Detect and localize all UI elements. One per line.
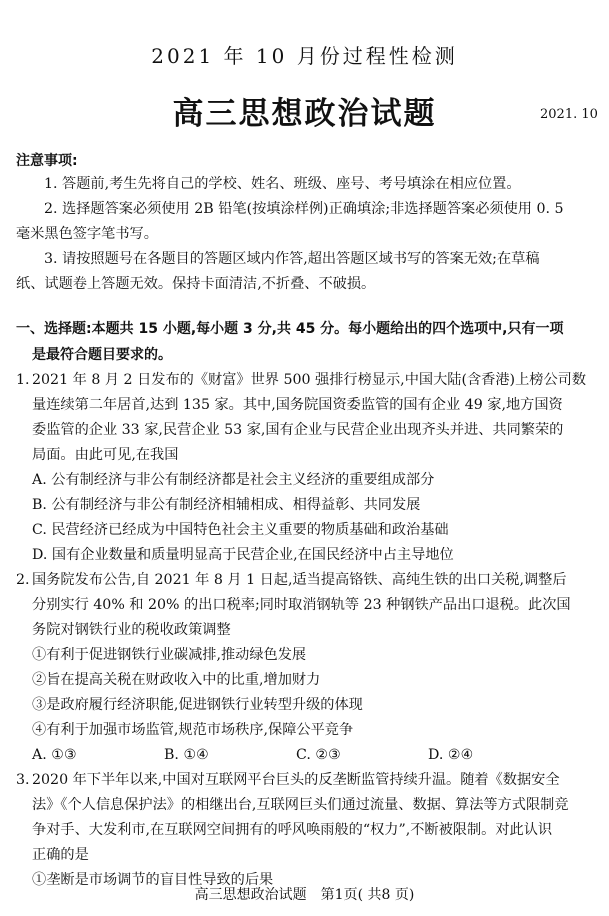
option-b: B. 公有制经济与非公有制经济相辅相成、相得益彰、共同发展 xyxy=(32,497,421,513)
option-a: A. ①③ xyxy=(32,747,77,763)
question-3-line-2: 法》《个人信息保护法》的相继出台,互联网巨头们通过流量、数据、算法等方式限制竞 xyxy=(32,797,569,813)
question-1-line-2: 量连续第二年居首,达到 135 家。其中,国务院国资委监管的国有企业 49 家,地方国资 xyxy=(32,397,563,413)
notice-item-3-cont: 纸、试题卷上答题无效。保持卡面清洁,不折叠、不破损。 xyxy=(16,276,376,292)
notice-section xyxy=(16,172,594,297)
section-heading xyxy=(16,316,594,368)
section-heading-line-2: 是最符合题目要求的。 xyxy=(32,347,172,363)
question-1-line-4: 局面。由此可见,在我国 xyxy=(32,447,179,463)
option-d: D. ②④ xyxy=(428,747,474,763)
option-d: D. 国有企业数量和质量明显高于民营企业,在国民经济中占主导地位 xyxy=(32,547,454,563)
question-2-line-1: 国务院发布公告,自 2021 年 8 月 1 日起,适当提高铬铁、高纯生铁的出口关税,调整后 xyxy=(32,572,567,588)
section-heading-line-1: 一、选择题:本题共 15 小题,每小题 3 分,共 45 分。每小题给出的四个选项中,只有一项 xyxy=(16,321,564,337)
exam-header: 2021 年 10 月份过程性检测 xyxy=(151,44,458,68)
option-b: B. ①④ xyxy=(164,747,209,763)
question-3-line-3: 争对手、大发利市,在互联网空间拥有的呼风唤雨般的“权力”,不断被限制。对此认识 xyxy=(32,822,553,838)
page-title: 高三思想政治试题 xyxy=(172,96,437,132)
question-number: 1. xyxy=(16,372,30,388)
question-2 xyxy=(16,568,594,643)
notice-item-2: 2. 选择题答案必须使用 2B 铅笔(按填涂样例)正确填涂;非选择题答案必须使用 0. 5 xyxy=(44,201,564,217)
exam-date: 2021. 10 xyxy=(540,107,598,122)
statement-1: ①有利于促进钢铁行业碳减排,推动绿色发展 xyxy=(32,647,307,663)
question-3-line-4: 正确的是 xyxy=(32,847,89,863)
statement-1: ①垄断是市场调节的盲目性导致的后果 xyxy=(32,872,274,888)
question-1-line-3: 委监管的企业 33 家,民营企业 53 家,国有企业与民营企业出现齐头并进、共同繁荣的 xyxy=(32,422,564,438)
question-2-options xyxy=(32,743,592,768)
question-1-line-1: 2021 年 8 月 2 日发布的《财富》世界 500 强排行榜显示,中国大陆(含香港)上榜公司数 xyxy=(32,372,587,388)
question-number: 3. xyxy=(16,772,30,788)
notice-item-2-cont: 毫米黑色签字笔书写。 xyxy=(16,226,158,242)
question-number: 2. xyxy=(16,572,30,588)
question-2-line-3: 务院对钢铁行业的税收政策调整 xyxy=(32,622,231,638)
option-c: C. 民营经济已经成为中国特色社会主义重要的物质基础和政治基础 xyxy=(32,522,449,538)
notice-item-3: 3. 请按照题号在各题目的答题区域内作答,超出答题区域书写的答案无效;在草稿 xyxy=(44,251,540,267)
question-3 xyxy=(16,768,594,868)
question-3-line-1: 2020 年下半年以来,中国对互联网平台巨头的反垄断监管持续升温。随着《数据安全 xyxy=(32,772,560,788)
question-2-line-2: 分别实行 40% 和 20% 的出口税率;同时取消钢轨等 23 种钢铁产品出口退税。此次国 xyxy=(32,597,571,613)
question-2-statements xyxy=(32,643,592,743)
statement-2: ②旨在提高关税在财政收入中的比重,增加财力 xyxy=(32,672,321,688)
question-1 xyxy=(16,368,594,468)
page-footer: 高三思想政治试题 第1页( 共8 页) xyxy=(194,887,415,903)
notice-item-1: 1. 答题前,考生先将自己的学校、姓名、班级、座号、考号填涂在相应位置。 xyxy=(44,176,521,192)
statement-4: ④有利于加强市场监管,规范市场秩序,保障公平竞争 xyxy=(32,722,354,738)
option-c: C. ②③ xyxy=(296,747,341,763)
question-1-options xyxy=(32,468,592,568)
option-a: A. 公有制经济与非公有制经济都是社会主义经济的重要组成部分 xyxy=(32,472,435,488)
statement-3: ③是政府履行经济职能,促进钢铁行业转型升级的体现 xyxy=(32,697,363,713)
notice-label: 注意事项: xyxy=(16,153,78,169)
